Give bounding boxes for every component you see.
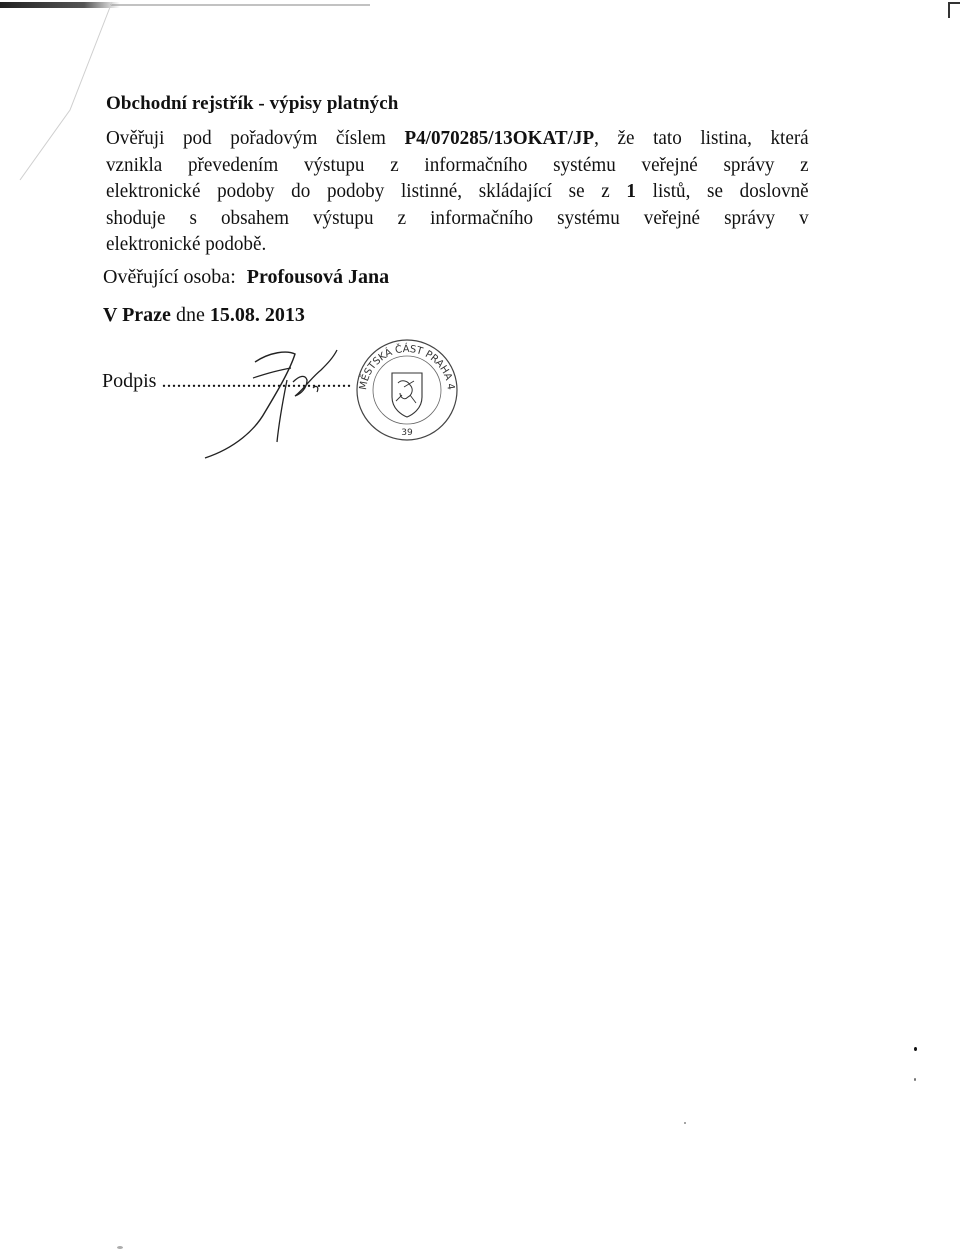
scan-edge-line [110, 4, 370, 6]
seal-number: 39 [401, 428, 413, 438]
scan-speck [684, 1122, 686, 1124]
seal-text: MĚSTSKÁ ČÁST PRAHA 4 [357, 343, 456, 391]
handwritten-signature [195, 330, 365, 460]
date: 15.08. 2013 [209, 304, 305, 326]
verifier-label: Ověřující osoba: [103, 266, 236, 288]
svg-text:MĚSTSKÁ ČÁST PRAHA 4 [358, 342, 456, 391]
sheet-count: 1 [626, 181, 636, 202]
verification-number: P4/070285/13OKAT/JP [404, 128, 595, 149]
scan-corner-mark [948, 2, 960, 18]
official-seal [352, 335, 462, 445]
signature-dots: ...................................... [161, 370, 352, 392]
paragraph-line-3: elektronické podoby do podoby listinné, skládající se z 1 listů, se doslovně [106, 181, 809, 202]
place: V Praze [103, 304, 171, 326]
scan-edge-bar [0, 2, 120, 8]
paragraph-line-4: shoduje s obsahem výstupu z informačního systému veřejné správy v [106, 207, 809, 229]
scan-speck [117, 1246, 123, 1249]
paragraph-line-5: elektronické podobě. [106, 234, 267, 255]
verifier-line [103, 266, 389, 289]
paragraph-line-2: vznikla převedením výstupu z informačního systému veřejné správy z [106, 154, 809, 176]
scan-speck [914, 1047, 917, 1051]
verification-paragraph [106, 126, 809, 259]
document-title: Obchodní rejstřík - výpisy platných [106, 93, 399, 114]
signature-label: Podpis [102, 370, 157, 392]
place-date-line [103, 304, 305, 327]
date-label: dne [175, 304, 205, 326]
scan-speck [914, 1078, 916, 1081]
paragraph-line-1: Ověřuji pod pořadovým číslem P4/070285/13OKAT/JP, že tato listina, která [106, 128, 809, 149]
verifier-name: Profousová Jana [246, 266, 390, 288]
